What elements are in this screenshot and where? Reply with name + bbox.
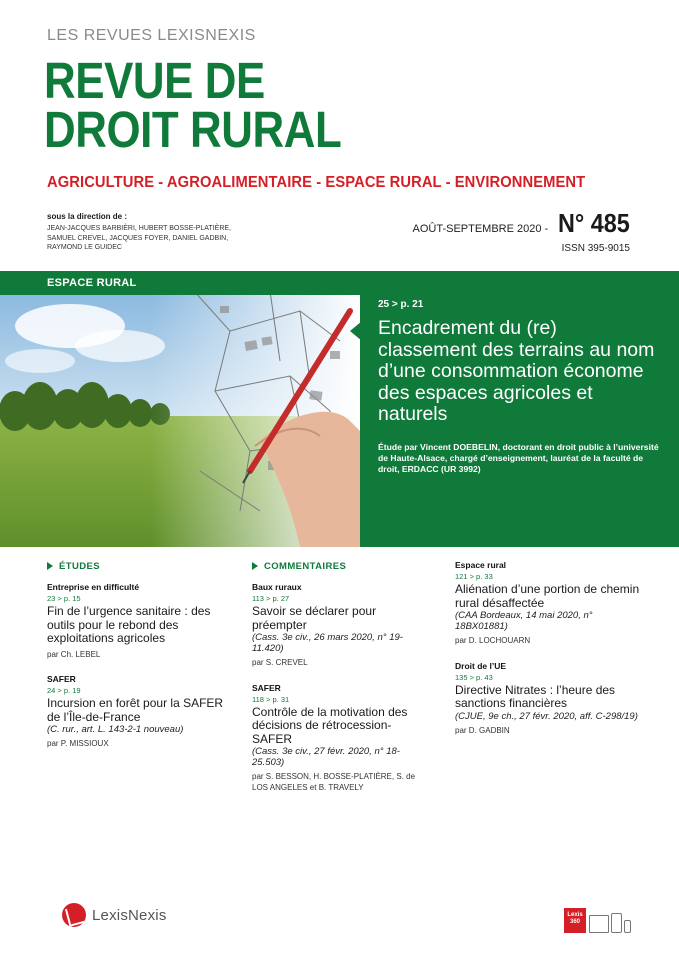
editorial-direction [47,212,247,253]
cover-photo [0,271,360,547]
article-page: 135 > p. 43 [455,672,493,682]
article-author: par S. CREVEL [252,658,308,667]
article-author: par S. BESSON, H. BOSSE-PLATIÈRE, S. de LOS ANGELES et B. TRAVELY [252,772,416,792]
laptop-icon [589,915,609,933]
issue-number: N° 485 [558,208,630,238]
triangle-bullet-icon [252,562,258,570]
article-reference: (Cass. 3e civ., 27 févr. 2020, n° 18-25.503) [252,746,400,768]
publisher-name: LexisNexis [92,906,167,924]
article-title[interactable]: Incursion en forêt pour la SAFER de l’Île-de-France [47,696,224,724]
article-category: SAFER [47,674,76,684]
article-item[interactable] [47,582,237,660]
article-reference: (CAA Bordeaux, 14 mai 2020, n° 18BX01881) [455,610,593,632]
article-reference: (CJUE, 9e ch., 27 févr. 2020, aff. C-298/19) [455,710,638,722]
feature-band [0,271,679,547]
lexisnexis-logo-icon [62,903,86,927]
issn: ISSN 395-9015 [561,243,630,254]
article-category: SAFER [252,682,281,693]
direction-label: sous la direction de : [47,212,128,221]
issue-info [413,208,631,254]
feature-byline: Étude par Vincent DOEBELIN, doctorant en droit public à l’université de Haute-Alsace, chargé d’enseignement, lauréat de la faculté de droit, ERDACC (UR 3992) [378,441,659,474]
article-page: 24 > p. 19 [47,686,81,695]
triangle-bullet-icon [47,562,53,570]
article-title[interactable]: Savoir se déclarer pour préempter [252,604,377,632]
devices-group [589,913,631,933]
direction-names: JEAN-JACQUES BARBIÈRI, HUBERT BOSSE-PLATIÈRE, SAMUEL CREVEL, JACQUES FOYER, DANIEL GADBIN, RAYMOND LE GUIDEC [47,225,231,251]
article-item[interactable] [252,683,432,794]
article-item[interactable] [455,560,645,647]
title-line-2: DROIT RURAL [44,101,342,158]
series-label: LES REVUES LEXISNEXIS [47,27,256,44]
third-column [455,560,645,750]
tablet-icon [611,913,622,933]
article-category: Entreprise en difficulté [47,582,140,592]
article-item[interactable] [455,661,645,737]
issue-date: AOÛT-SEPTEMBRE 2020 - [412,223,549,235]
article-page: 121 > p. 33 [455,572,493,581]
article-item[interactable] [252,582,432,669]
article-category: Espace rural [455,560,507,570]
feature-headline[interactable]: Encadrement du (re) classement des terrains au nom d’une consommation économe des espaces agricoles et naturels [378,317,655,425]
article-category: Droit de l’UE [455,660,507,671]
feature-panel [360,271,679,547]
article-title[interactable]: Aliénation d’une portion de chemin rural désaffectée [455,582,640,610]
title-line-1: REVUE DE [44,52,265,109]
etudes-heading-label: ÉTUDES [59,560,100,572]
phone-icon [624,920,631,933]
commentaires-column [252,560,432,807]
article-reference: (C. rur., art. L. 143-2-1 nouveau) [47,724,184,735]
article-item[interactable] [47,674,237,750]
feature-ref: 25 > p. 21 [378,299,424,310]
article-title[interactable]: Directive Nitrates : l’heure des sanctions financières [455,682,616,710]
article-page: 118 > p. 31 [252,694,290,704]
lexis360-badge-label: Lexis 360 [564,908,586,933]
lexis360-badge[interactable] [564,908,631,933]
article-reference: (Cass. 3e civ., 26 mars 2020, n° 19-11.420) [252,632,403,654]
etudes-column [47,560,237,764]
article-title[interactable]: Contrôle de la motivation des décisions de rétrocession- SAFER [252,704,408,746]
article-category: Baux ruraux [252,582,302,592]
commentaires-heading [252,560,432,572]
article-title[interactable]: Fin de l’urgence sanitaire : des outils pour le rebond des exploitations agricoles [47,604,211,645]
article-page: 113 > p. 27 [252,594,290,603]
article-author: par D. LOCHOUARN [455,636,531,645]
commentaires-heading-label: COMMENTAIRES [264,560,347,572]
journal-title [44,52,342,158]
journal-subtitle: AGRICULTURE - AGROALIMENTAIRE - ESPACE RURAL - ENVIRONNEMENT [47,174,586,191]
rubric-tag: ESPACE RURAL [0,271,360,295]
cover-illustration-icon [0,271,360,547]
etudes-heading [47,560,237,572]
article-author: par Ch. LEBEL [47,649,101,659]
article-author: par P. MISSIOUX [47,739,109,748]
article-page: 23 > p. 15 [47,594,81,603]
publisher-logo[interactable] [62,903,167,927]
article-author: par D. GADBIN [455,725,510,735]
pointer-arrow-icon [350,321,362,341]
